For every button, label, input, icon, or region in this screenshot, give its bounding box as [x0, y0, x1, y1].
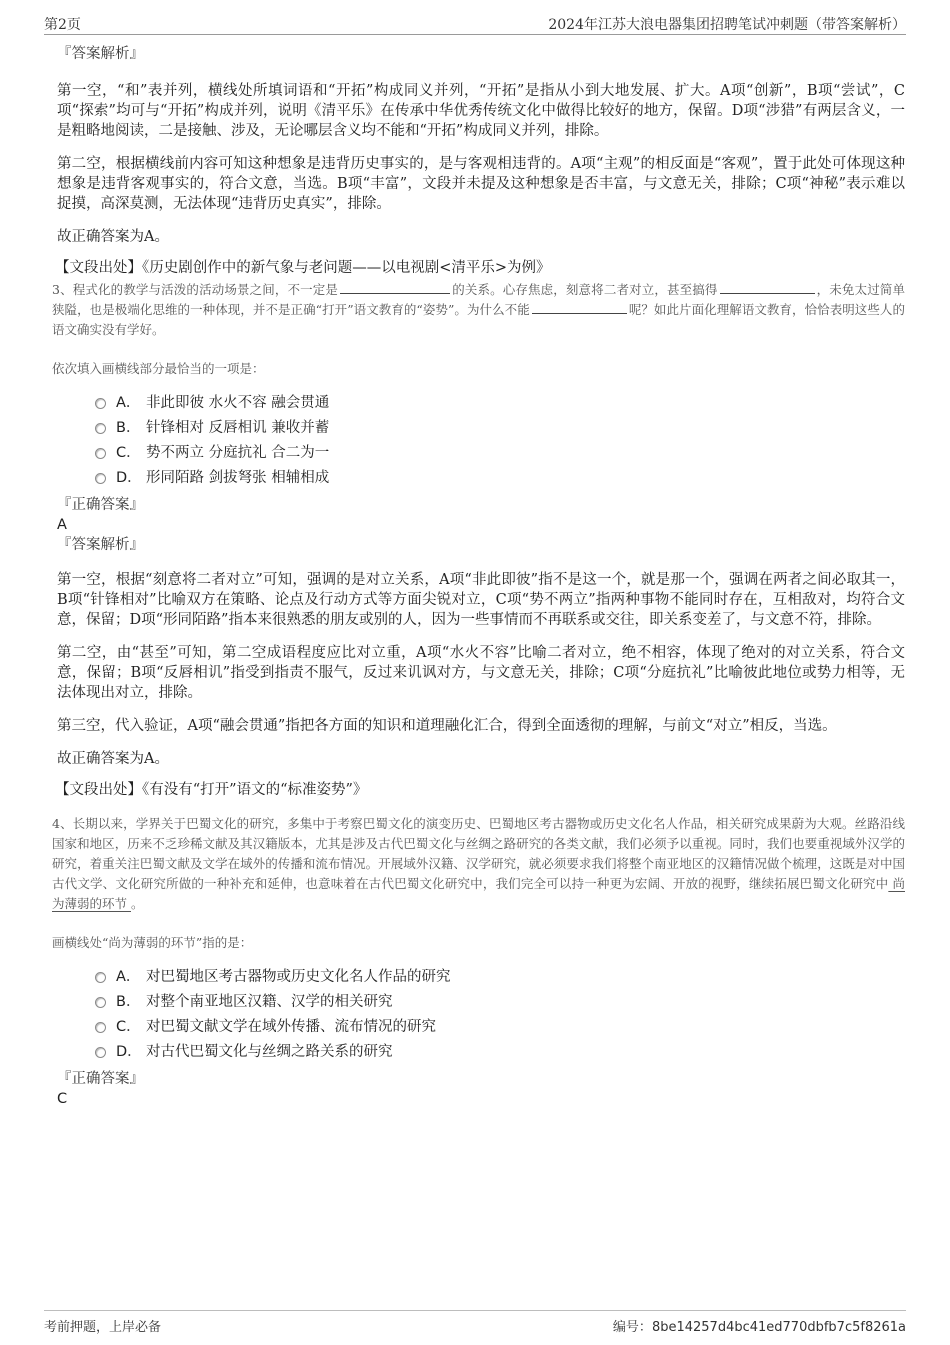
option-letter: A． — [116, 395, 141, 411]
q4-option-b[interactable] — [95, 990, 905, 1015]
code-value: 8be14257d4bc41ed770dbfb7c5f8261a — [651, 1320, 906, 1335]
option-text: 对古代巴蜀文化与丝绸之路关系的研究 — [146, 1044, 393, 1060]
q2-analysis-blank2: 第二空，根据横线前内容可知这种想象是违背历史事实的，是与客观相违背的。A项“主观”的相反面是“客观”，置于此处可体现这种想象是违背客观事实的，符合文意，当选。B项“丰富”，文段并未提及这种想象是否丰富，与文意无关，排除；C项“神秘”表示难以捉摸，高深莫测，无法体现“违背历史真实”，排除。 — [57, 156, 905, 212]
q3-text-a: 3、程式化的教学与活泼的活动场景之间，不一定是 — [52, 282, 339, 297]
option-text: 对巴蜀地区考古器物或历史文化名人作品的研究 — [146, 969, 451, 985]
q3-blank-2 — [720, 281, 815, 294]
q2-source: 【文段出处】《历史剧创作中的新气象与老问题——以电视剧<清平乐>为例》 — [55, 260, 551, 276]
radio-icon[interactable] — [95, 1022, 106, 1033]
q4-prompt: 画横线处“尚为薄弱的环节”指的是： — [52, 935, 253, 950]
q3-conclusion: 故正确答案为A。 — [57, 751, 169, 767]
page-header — [44, 14, 906, 35]
code-label: 编号： — [612, 1320, 652, 1335]
q4-answer: C — [57, 1091, 68, 1107]
radio-icon[interactable] — [95, 398, 106, 409]
option-text: 针锋相对 反唇相讥 兼收并蓄 — [146, 420, 330, 436]
q3-text-b: 的关系。心存焦虑，刻意将二者对立，甚至搞得 — [452, 282, 718, 297]
q4-question — [52, 814, 905, 914]
q3-text-c: ，未免太过简单狭隘，也是极端化思维的一种体现，并不是正确“打开”语文教育的“姿势”。为什么不能 — [52, 282, 905, 317]
analysis-label: 『答案解析』 — [57, 46, 144, 62]
radio-icon[interactable] — [95, 423, 106, 434]
option-text: 对巴蜀文献文学在域外传播、流布情况的研究 — [146, 1019, 436, 1035]
q4-option-c[interactable] — [95, 1015, 905, 1040]
q4-text-end: 。 — [130, 896, 144, 911]
q4-underlined-phrase: 尚为薄弱的环节 — [52, 876, 905, 911]
radio-icon[interactable] — [95, 448, 106, 459]
radio-icon[interactable] — [95, 972, 106, 983]
option-letter: C． — [116, 445, 141, 461]
q3-option-d[interactable] — [95, 466, 905, 491]
analysis-label: 『答案解析』 — [57, 537, 144, 553]
q3-option-c[interactable] — [95, 441, 905, 466]
option-letter: B． — [116, 994, 141, 1010]
option-text: 形同陌路 剑拔弩张 相辅相成 — [146, 470, 330, 486]
q3-prompt: 依次填入画横线部分最恰当的一项是： — [52, 361, 265, 376]
q3-question — [52, 280, 905, 340]
q4-options — [95, 965, 905, 1065]
option-letter: D． — [116, 470, 142, 486]
option-letter: C． — [116, 1019, 141, 1035]
option-letter: A． — [116, 969, 141, 985]
q3-answer: A — [57, 517, 67, 533]
option-text: 非此即彼 水火不容 融会贯通 — [146, 395, 330, 411]
radio-icon[interactable] — [95, 1047, 106, 1058]
page-number: 第2页 — [44, 17, 81, 33]
footer-slogan: 考前押题，上岸必备 — [44, 1320, 162, 1335]
q3-analysis-blank3: 第三空，代入验证，A项“融会贯通”指把各方面的知识和道理融化汇合，得到全面透彻的理解，与前文“对立”相反，当选。 — [57, 718, 837, 734]
q3-source: 【文段出处】《有没有“打开”语文的“标准姿势”》 — [55, 782, 368, 798]
q4-option-a[interactable] — [95, 965, 905, 990]
q2-analysis-blank1: 第一空，“和”表并列，横线处所填词语和“开拓”构成同义并列，“开拓”是指从小到大地发展、扩大。A项“创新”，B项“尝试”，C项“探索”均可与“开拓”构成并列，说明《清平乐》在传承中华优秀传统文化中做得比较好的地方，保留。D项“涉猎”有两层含义，一是粗略地阅读，二是接触、涉及，无论哪层含义均不能和“开拓”构成同义并列，排除。 — [57, 83, 905, 139]
document-code — [613, 1316, 906, 1335]
radio-icon[interactable] — [95, 473, 106, 484]
q3-analysis-blank2: 第二空，由“甚至”可知，第二空成语程度应比对立重，A项“水火不容”比喻二者对立，绝不相容，体现了绝对的对立关系，符合文意，保留；B项“反唇相讥”指受到指责不服气，反过来讥讽对方，与文意无关，排除；C项“分庭抗礼”比喻彼此地位或势力相等，无法体现出对立，排除。 — [57, 645, 905, 701]
q3-analysis-blank1: 第一空，根据“刻意将二者对立”可知，强调的是对立关系，A项“非此即彼”指不是这一个，就是那一个，强调在两者之间必取其一，B项“针锋相对”比喻双方在策略、论点及行动方式等方面尖锐对立，C项“势不两立”指两种事物不能同时存在，互相敌对，均符合文意，保留；D项“形同陌路”指本来很熟悉的朋友或别的人，因为一些事情而不再联系或交往，即关系变差了，与文意不符，排除。 — [57, 572, 905, 628]
correct-answer-label: 『正确答案』 — [57, 1071, 144, 1087]
q4-option-d[interactable] — [95, 1040, 905, 1065]
q3-option-b[interactable] — [95, 416, 905, 441]
option-text: 势不两立 分庭抗礼 合二为一 — [146, 445, 330, 461]
correct-answer-label: 『正确答案』 — [57, 497, 144, 513]
document-title: 2024年江苏大浪电器集团招聘笔试冲刺题（带答案解析） — [548, 17, 906, 33]
q3-blank-3 — [532, 301, 627, 314]
radio-icon[interactable] — [95, 997, 106, 1008]
q2-conclusion: 故正确答案为A。 — [57, 229, 169, 245]
q4-text: 4、长期以来，学界关于巴蜀文化的研究，多集中于考察巴蜀文化的演变历史、巴蜀地区考古器物或历史文化名人作品，相关研究成果蔚为大观。丝路沿线国家和地区，历来不乏珍稀文献及其汉籍版本，尤其是涉及古代巴蜀文化与丝绸之路研究的各类文献，我们必须予以重视。同时，我们也要重视域外汉学的研究，着重关注巴蜀文献及文学在域外的传播和流布情况。开展域外汉籍、汉学研究，就必须要求我们将整个南亚地区的汉籍情况做个梳理，这既是对中国古代文学、文化研究所做的一种补充和延伸，也意味着在古代巴蜀文化研究中，我们完全可以持一种更为宏阔、开放的视野，继续拓展巴蜀文化研究中 — [52, 816, 905, 891]
page-footer — [44, 1310, 906, 1335]
q3-text-d: 呢？如此片面化理解语文教育，恰恰表明这些人的语文确实没有学好。 — [52, 302, 905, 337]
q3-options — [95, 391, 905, 491]
option-letter: B． — [116, 420, 141, 436]
q3-blank-1 — [340, 281, 450, 294]
option-letter: D． — [116, 1044, 142, 1060]
page-content — [52, 44, 905, 1109]
option-text: 对整个南亚地区汉籍、汉学的相关研究 — [146, 994, 393, 1010]
q3-option-a[interactable] — [95, 391, 905, 416]
